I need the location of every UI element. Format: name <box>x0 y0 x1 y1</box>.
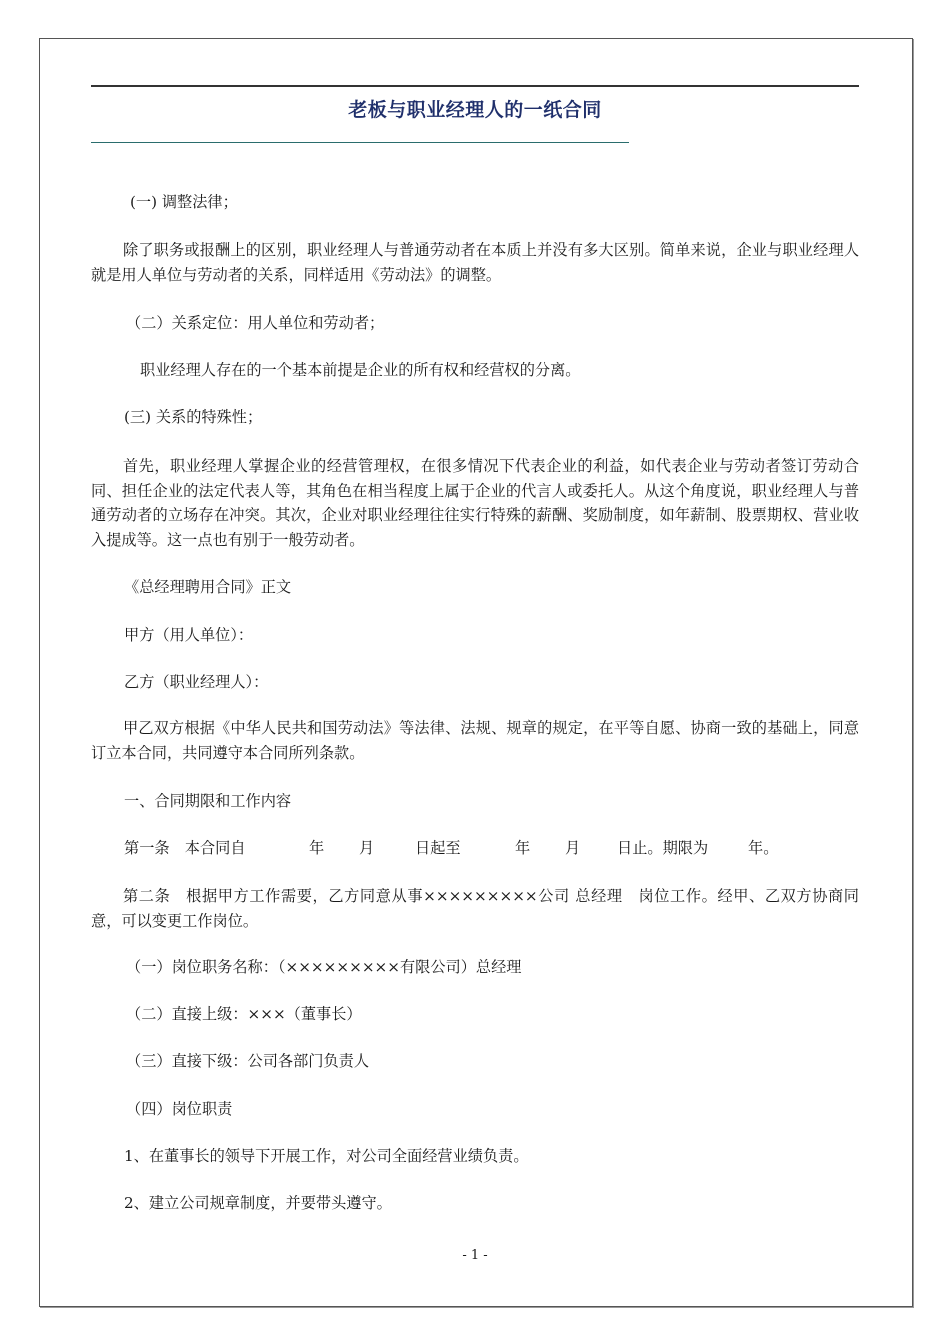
article-one-year-3: 年。 <box>748 839 779 857</box>
heading-relationship: （二）关系定位：用人单位和劳动者； <box>126 314 385 332</box>
section-one-heading: 一、合同期限和工作内容 <box>124 792 292 810</box>
position-title: （一）岗位职务名称：（×××××××××有限公司）总经理 <box>126 958 522 976</box>
heading-special: (三) 关系的特殊性； <box>124 408 263 426</box>
document-title: 老板与职业经理人的一纸合同 <box>348 99 602 121</box>
article-one-year-1: 年 <box>309 839 325 857</box>
article-one-month-2: 月 <box>565 839 581 857</box>
duties-heading: （四）岗位职责 <box>126 1100 233 1118</box>
article-one-until: 日止。期限为 <box>617 839 709 857</box>
article-one-month-1: 月 <box>359 839 375 857</box>
paragraph-firstly: 首先，职业经理人掌握企业的经营管理权，在很多情况下代表企业的利益，如代表企业与劳动者签订劳动合同、担任企业的法定代表人等，其角色在相当程度上属于企业的代言人或委托人。从这个角度说，职业经理人与普通劳动者的立场存在冲突。其次，企业对职业经理往往实行特殊的薪酬、奖励制度，如年薪制、股票期权、营业收入提成等。这一点也有别于一般劳动者。 <box>91 457 859 549</box>
duty-item-2: 2、建立公司规章制度，并要带头遵守。 <box>124 1194 392 1212</box>
paragraph-difference: 除了职务或报酬上的区别，职业经理人与普通劳动者在本质上并没有多大区别。简单来说，企业与职业经理人就是用人单位与劳动者的关系，同样适用《劳动法》的调整。 <box>91 241 859 284</box>
page-number: - 1 - <box>462 1248 488 1263</box>
party-a: 甲方（用人单位）： <box>124 626 254 644</box>
duty-item-1: 1、在董事长的领导下开展工作，对公司全面经营业绩负责。 <box>124 1147 529 1165</box>
direct-superior: （二）直接上级：×××（董事长） <box>126 1005 362 1023</box>
article-two: 第二条 根据甲方工作需要，乙方同意从事×××××××××公司 总经理 岗位工作。经甲、乙双方协商同意，可以变更工作岗位。 <box>91 887 859 930</box>
contract-heading: 《总经理聘用合同》正文 <box>124 578 292 596</box>
article-one-from: 日起至 <box>415 839 461 857</box>
paragraph-premise: 职业经理人存在的一个基本前提是企业的所有权和经营权的分离。 <box>140 361 581 379</box>
header-rule <box>91 85 859 87</box>
paragraph-agreement: 甲乙双方根据《中华人民共和国劳动法》等法律、法规、规章的规定，在平等自愿、协商一致的基础上，同意订立本合同，共同遵守本合同所列条款。 <box>91 719 859 762</box>
article-one-label: 第一条 本合同自 <box>124 839 246 857</box>
article-one-year-2: 年 <box>515 839 531 857</box>
heading-adjust-law: (一) 调整法律； <box>130 193 238 211</box>
party-b: 乙方（职业经理人）： <box>124 673 269 691</box>
direct-subordinates: （三）直接下级：公司各部门负责人 <box>126 1052 369 1070</box>
title-underline <box>91 142 629 143</box>
